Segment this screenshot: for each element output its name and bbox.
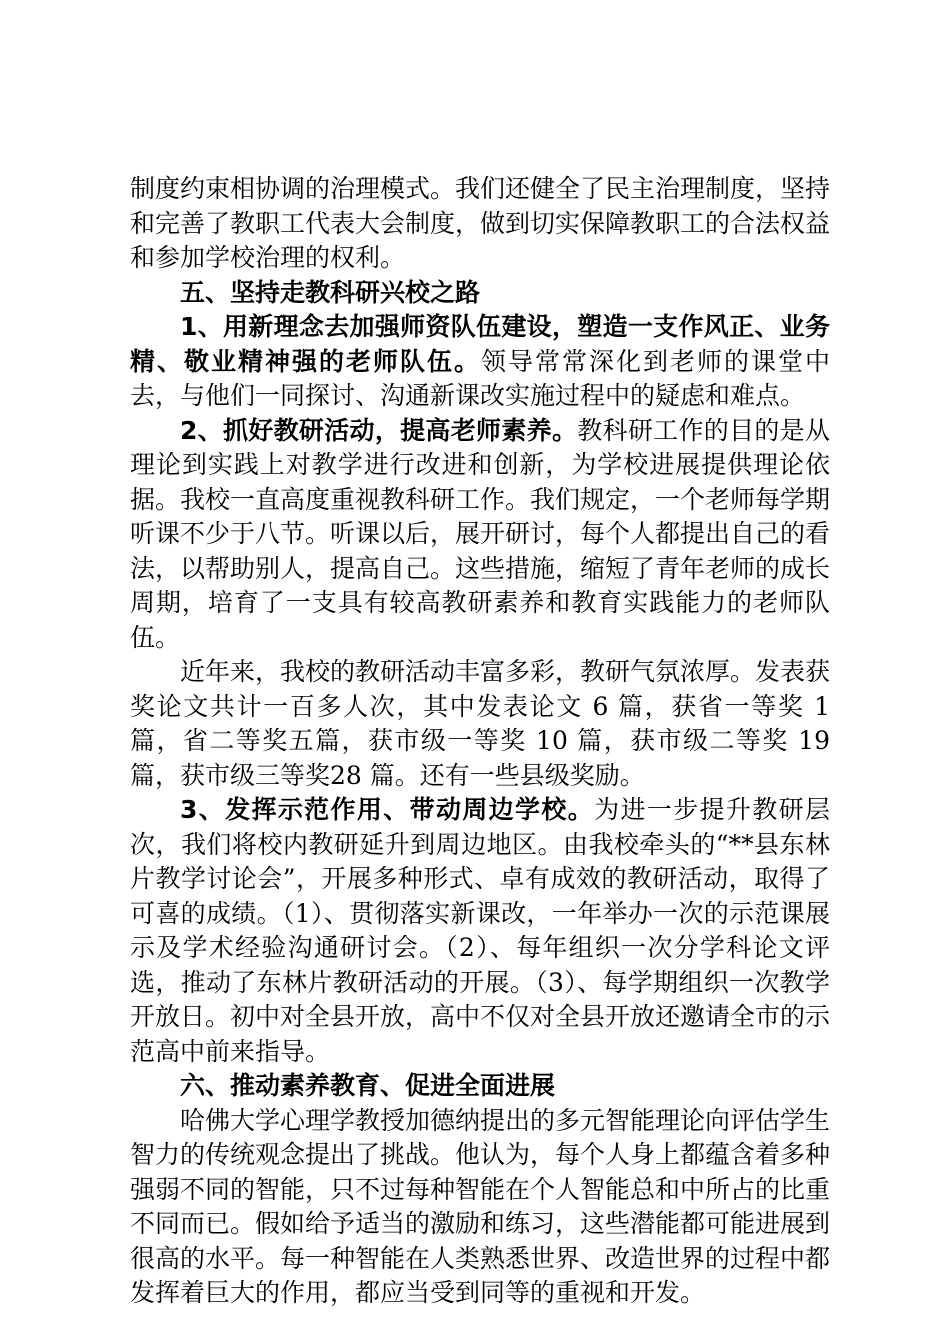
paragraph-text: 哈佛大学心理学教授加德纳提出的多元智能理论向评估学生智力的传统观念提出了挑战。他认为，每个人身上都蕴含着多种强弱不同的智能，只不过每种智能在个人智能总和中所占的比重不同而已。假如给予适当的激励和练习，这些潜能都可能进展到很高的水平。每一种智能在人类熟悉世界、改造世界的过程中都发挥着巨大的作用，都应当受到同等的重视和开发。 (130, 1105, 831, 1307)
document-body (130, 172, 830, 1311)
paragraph-text: 制度约束相协调的治理模式。我们还健全了民主治理制度，坚持和完善了教职工代表大会制度，做到切实保障教职工的合法权益和参加学校治理的权利。 (130, 174, 831, 272)
paragraph-lead-bold: 1、用新理念去加强师资队伍建设，塑造一支作风正、业务精、敬业精神强的老师队伍。 (130, 312, 830, 376)
paragraph-text: 为进一步提升教研层次，我们将校内教研延升到周边地区。由我校牵头的“**县东林片教学讨论会”，开展多种形式、卓有成效的教研活动，取得了可喜的成绩。（1）、贯彻落实新课改，一年举办一次的示范课展示及学术经验沟通研讨会。（2）、每年组织一次分学科论文评选，推动了东林片教研活动的开展。（3）、每学期组织一次教学开放日。初中对全县开放，高中不仅对全县开放还邀请全市的示范高中前来指导。 (130, 795, 831, 1066)
paragraph-demonstration (130, 793, 830, 1069)
paragraph-research-results (130, 655, 830, 793)
paragraph-multiple-intelligences (130, 1104, 830, 1311)
paragraph-teacher-team (130, 310, 830, 414)
paragraph-teaching-research (130, 414, 830, 656)
section-heading-6 (130, 1069, 830, 1104)
paragraph-text: 教科研工作的目的是从理论到实践上对教学进行改进和创新，为学校进展提供理论依据。我校一直高度重视教科研工作。我们规定，一个老师每学期听课不少于八节。听课以后，展开研讨，每个人都提出自己的看法，以帮助别人，提高自己。这些措施，缩短了青年老师的成长周期，培育了一支具有较高教研素养和教育实践能力的老师队伍。 (130, 415, 831, 652)
paragraph-text: 近年来，我校的教研活动丰富多彩，教研气氛浓厚。发表获奖论文共计一百多人次，其中发表论文 6 篇，获省一等奖 1 篇，省二等奖五篇，获市级一等奖 10 篇，获市级二等奖 19 篇，获市级三等奖28 篇。还有一些县级奖励。 (130, 657, 831, 790)
paragraph-lead-bold: 2、抓好教研活动，提高老师素养。 (180, 415, 578, 445)
heading-text: 五、坚持走教科研兴校之路 (180, 277, 481, 307)
section-heading-5 (130, 276, 830, 311)
heading-text: 六、推动素养教育、促进全面进展 (180, 1071, 556, 1100)
paragraph-governance-continued (130, 172, 830, 276)
paragraph-lead-bold: 3、发挥示范作用、带动周边学校。 (180, 795, 595, 824)
paragraph-text: 领导常常深化到老师的课堂中去，与他们一同探讨、沟通新课改实施过程中的疑虑和难点。 (130, 346, 830, 410)
